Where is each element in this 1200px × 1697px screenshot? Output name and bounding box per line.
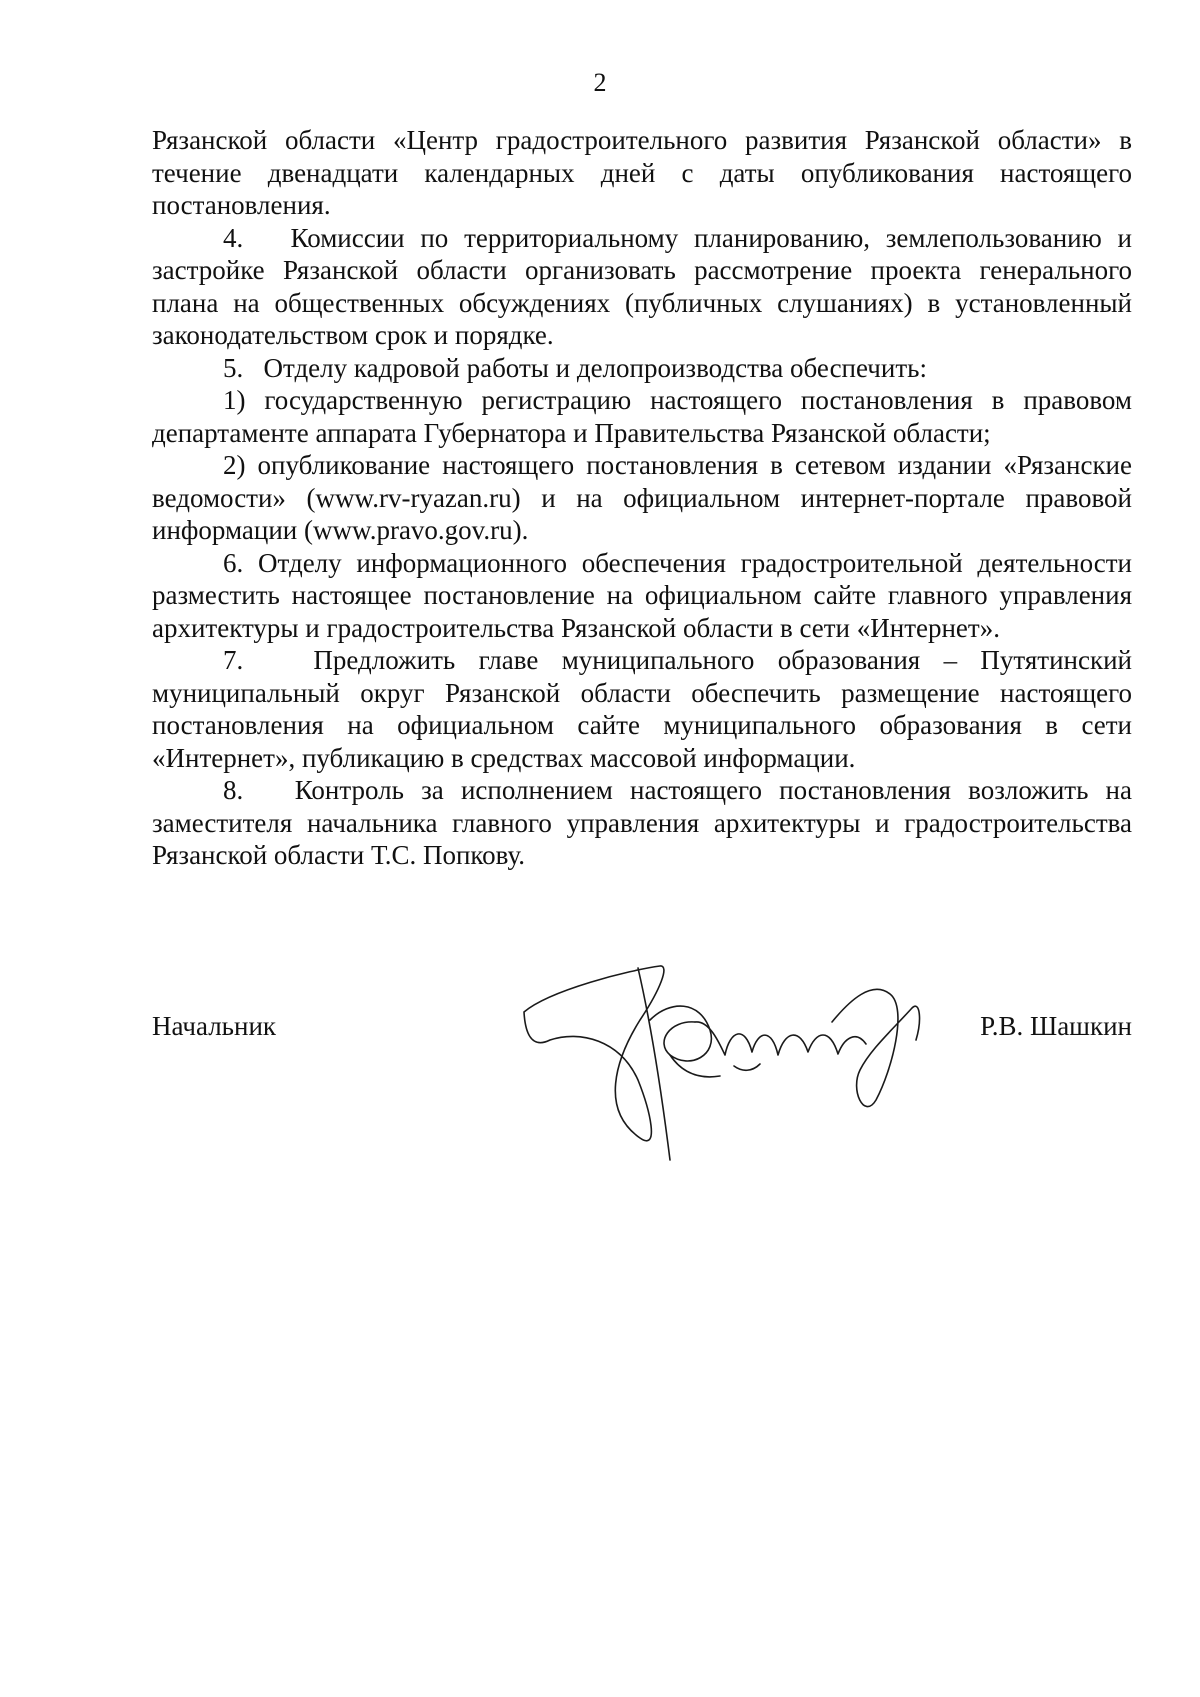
paragraph-item-6: 6. Отделу информационного обеспечения градостроительной деятельности разместить настоящее постановление на официальном сайте главного управления архитектуры и градостроительства Рязанской области в сети «Интернет».: [152, 547, 1132, 643]
paragraph-subitem-1: 1) государственную регистрацию настоящего постановления в правовом департаменте аппарата Губернатора и Правительства Рязанской области;: [152, 385, 1132, 448]
page-number: 2: [593, 68, 607, 97]
paragraph-item-7: 7. Предложить главе муниципального образования – Путятинский муниципальный округ Рязанской области обеспечить размещение настоящего постановления на официальном сайте муниципального образования в сети «Интернет», публикацию в средствах массовой информации.: [152, 645, 1132, 773]
document-body: [152, 124, 1132, 872]
paragraph-item-8: 8. Контроль за исполнением настоящего постановления возложить на заместителя начальника главного управления архитектуры и градостроительства Рязанской области Т.С. Попкову.: [152, 775, 1132, 870]
paragraph-item-5: 5. Отделу кадровой работы и делопроизводства обеспечить:: [223, 352, 927, 383]
paragraph-continuation: Рязанской области «Центр градостроительного развития Рязанской области» в течение двенадцати календарных дней с даты опубликования настоящего постановления.: [152, 125, 1132, 220]
handwritten-signature: [520, 960, 940, 1170]
signatory-title: Начальник: [152, 1011, 277, 1041]
paragraph-item-4: 4. Комиссии по территориальному планированию, землепользованию и застройке Рязанской области организовать рассмотрение проекта генерального плана на общественных обсуждениях (публичных слушаниях) в установленный законодательством срок и порядке.: [152, 222, 1132, 350]
paragraph-subitem-2: 2) опубликование настоящего постановления в сетевом издании «Рязанские ведомости» (www.rv-ryazan.ru) и на официальном интернет-портале правовой информации (www.pravo.gov.ru).: [152, 450, 1132, 545]
signatory-name: Р.В. Шашкин: [980, 1011, 1132, 1041]
